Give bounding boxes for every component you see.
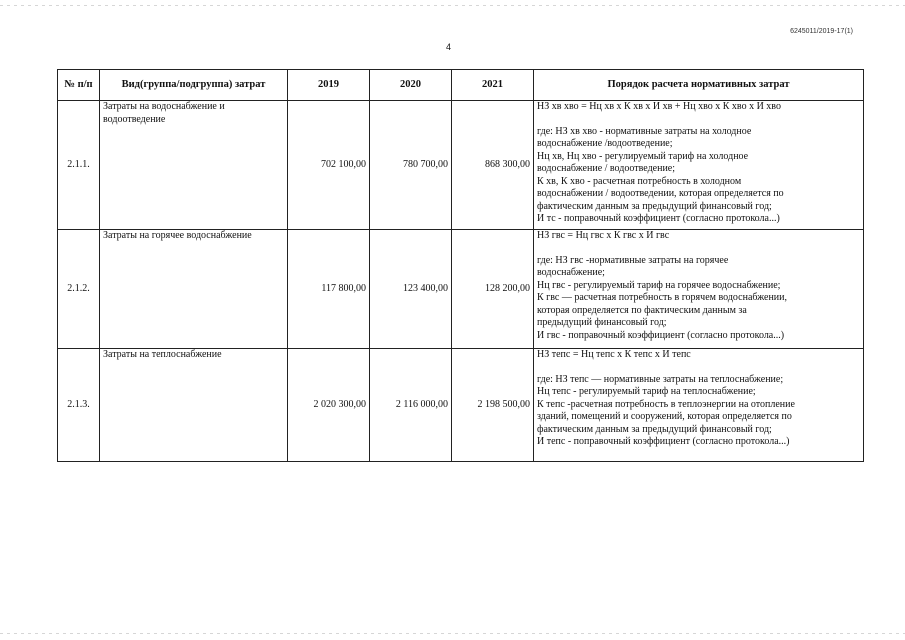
value-2021: 2 198 500,00 <box>452 349 534 462</box>
value-2019: 2 020 300,00 <box>288 349 370 462</box>
calculation-cell <box>534 101 864 230</box>
value-2021: 128 200,00 <box>452 230 534 349</box>
value-2019: 702 100,00 <box>288 101 370 230</box>
formula-desc-line: Нц тепс - регулируемый тариф на теплоснабжение; <box>537 386 756 397</box>
row-number: 2.1.2. <box>58 230 100 349</box>
calculation-cell <box>534 349 864 462</box>
value-2020: 780 700,00 <box>370 101 452 230</box>
column-header-2021: 2021 <box>452 70 534 101</box>
cost-type: Затраты на теплоснабжение <box>100 349 288 462</box>
column-header-cost-type: Вид(группа/подгруппа) затрат <box>100 70 288 101</box>
formula-desc-line: И тс - поправочный коэффициент (согласно протокола...) <box>537 213 780 224</box>
column-header-number: № п/п <box>58 70 100 101</box>
formula-desc-line: предыдущий финансовый год; <box>537 317 667 328</box>
column-header-calculation: Порядок расчета нормативных затрат <box>534 70 864 101</box>
value-2019: 117 800,00 <box>288 230 370 349</box>
formula-text: НЗ хв хво = Нц хв х К хв х И хв + Нц хво х К хво х И хво <box>537 101 781 112</box>
value-2020: 2 116 000,00 <box>370 349 452 462</box>
value-2021: 868 300,00 <box>452 101 534 230</box>
table-row <box>58 101 864 230</box>
formula-desc-line: И гвс - поправочный коэффициент (согласно протокола...) <box>537 329 785 341</box>
costs-table <box>57 69 864 462</box>
formula-desc-line: водоснабжение /водоотведение; <box>537 138 673 149</box>
formula-desc-line: К тепс -расчетная потребность в теплоэнергии на отопление <box>537 398 795 410</box>
row-number: 2.1.1. <box>58 101 100 230</box>
document-id: 6245011/2019-17(1) <box>790 28 853 35</box>
formula-desc-line: где: НЗ хв хво - нормативные затраты на холодное <box>537 125 752 137</box>
table-row <box>58 230 864 349</box>
formula-desc-line: К гвс — расчетная потребность в горячем водоснабжении, <box>537 292 787 303</box>
cost-type: Затраты на горячее водоснабжение <box>100 230 288 349</box>
formula-desc-line: водоснабжение / водоотведение; <box>537 163 676 174</box>
table-row <box>58 349 864 462</box>
formula-desc-line: зданий, помещений и сооружений, которая определяется по <box>537 411 792 422</box>
formula-desc-line: водоснабжении / водоотведении, которая определяется по <box>537 188 784 199</box>
cost-type: Затраты на водоснабжение и водоотведение <box>100 101 288 230</box>
scan-artifact-top <box>0 5 905 6</box>
row-number: 2.1.3. <box>58 349 100 462</box>
formula-text: НЗ гвс = Нц гвс х К гвс х И гвс <box>537 230 670 241</box>
formula-desc-line: фактическим данным за предыдущий финансовый год; <box>537 200 772 212</box>
table-header-row <box>58 70 864 101</box>
formula-desc-line: водоснабжение; <box>537 267 605 278</box>
calculation-cell <box>534 230 864 349</box>
formula-desc-line: Нц гвс - регулируемый тариф на горячее водоснабжение; <box>537 279 781 291</box>
page-number: 4 <box>446 42 452 52</box>
scan-artifact-bottom <box>0 633 905 634</box>
formula-desc-line: Нц хв, Нц хво - регулируемый тариф на холодное <box>537 150 749 162</box>
column-header-2020: 2020 <box>370 70 452 101</box>
formula-desc-line: где: НЗ гвс -нормативные затраты на горячее <box>537 254 729 266</box>
column-header-2019: 2019 <box>288 70 370 101</box>
formula-desc-line: которая определяется по фактическим данным за <box>537 304 747 316</box>
formula-desc-line: где: НЗ тепс — нормативные затраты на теплоснабжение; <box>537 373 784 385</box>
formula-text: НЗ тепс = Нц тепс х К тепс х И тепс <box>537 349 691 360</box>
formula-desc-line: И тепс - поправочный коэффициент (согласно протокола...) <box>537 436 790 447</box>
formula-desc-line: фактическим данным за предыдущий финансовый год; <box>537 423 772 435</box>
value-2020: 123 400,00 <box>370 230 452 349</box>
formula-desc-line: К хв, К хво - расчетная потребность в холодном <box>537 175 742 187</box>
